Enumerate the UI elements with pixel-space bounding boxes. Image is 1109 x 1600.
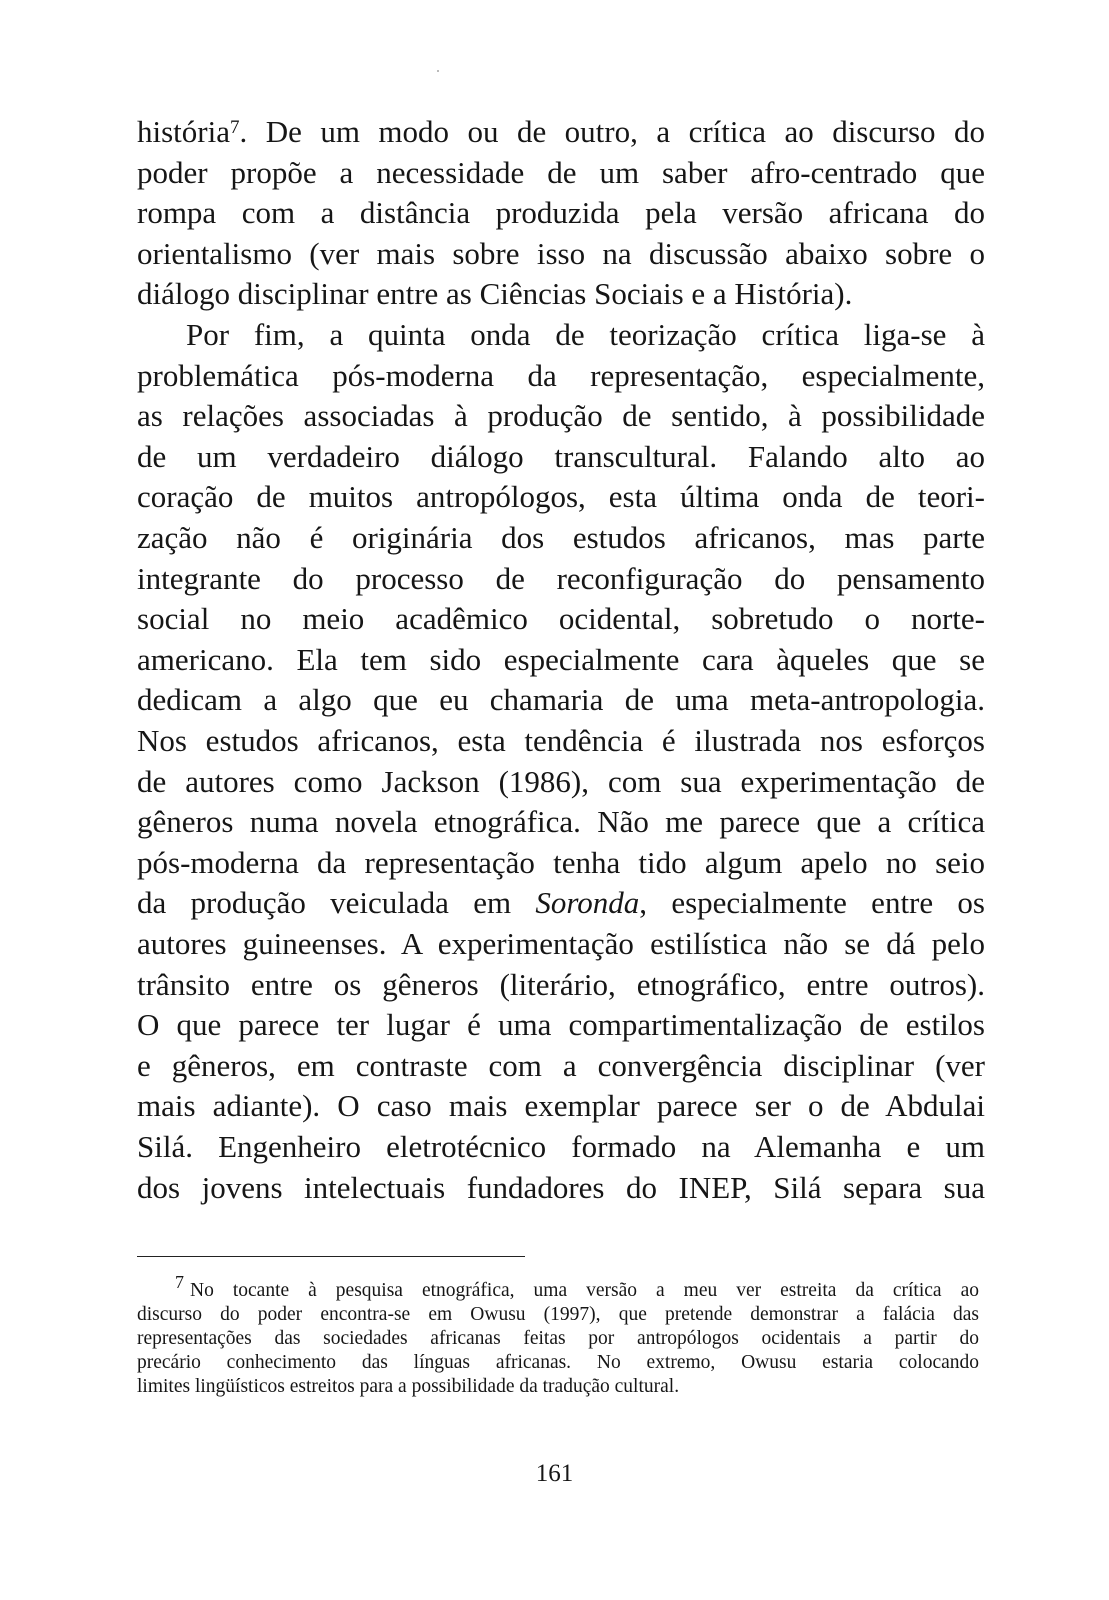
body-line: coração de muitos antropólogos, esta última onda de teori-	[137, 479, 985, 514]
body-line: O que parece ter lugar é uma compartimentalização de estilos	[137, 1007, 985, 1042]
footnote-line	[137, 1272, 979, 1302]
page-number: 161	[535, 1460, 574, 1487]
body-line: rompa com a distância produzida pela versão africana do	[137, 195, 985, 230]
footnote-line: limites lingüísticos estreitos para a possibilidade da tradução cultural.	[137, 1376, 680, 1397]
line-text: . De um modo ou de outro, a crítica ao discurso do	[239, 114, 985, 149]
footnote-text: No tocante à pesquisa etnográfica, uma versão a meu ver estreita da crítica ao	[190, 1280, 979, 1301]
footnote-line: representações das sociedades africanas feitas por antropólogos ocidentais a partir do	[137, 1328, 979, 1349]
body-line: gêneros numa novela etnográfica. Não me parece que a crítica	[137, 804, 985, 839]
body-line: problemática pós-moderna da representação, especialmente,	[137, 358, 985, 393]
body-line: dedicam a algo que eu chamaria de uma meta-antropologia.	[137, 682, 985, 717]
body-line: mais adiante). O caso mais exemplar parece ser o de Abdulai	[137, 1088, 985, 1123]
body-line: social no meio acadêmico ocidental, sobretudo o norte-	[137, 601, 985, 636]
body-line: integrante do processo de reconfiguração do pensamento	[137, 561, 985, 596]
body-line: as relações associadas à produção de sentido, à possibilidade	[137, 398, 985, 433]
body-line	[137, 883, 985, 923]
footnote-line: discurso do poder encontra-se em Owusu (1997), que pretende demonstrar a falácia das	[137, 1304, 979, 1325]
line-text: história	[137, 114, 230, 149]
body-line: e gêneros, em contraste com a convergência disciplinar (ver	[137, 1048, 985, 1083]
body-line: poder propõe a necessidade de um saber afro-centrado que	[137, 155, 985, 190]
body-line: orientalismo (ver mais sobre isso na discussão abaixo sobre o	[137, 236, 985, 271]
body-line: autores guineenses. A experimentação estilística não se dá pelo	[137, 926, 985, 961]
body-line: de autores como Jackson (1986), com sua experimentação de	[137, 764, 985, 799]
line-text: da produção veiculada em	[137, 885, 536, 920]
scan-speck	[437, 70, 439, 72]
paragraph-start-line: Por fim, a quinta onda de teorização crítica liga-se à	[186, 317, 985, 352]
body-line: zação não é originária dos estudos africanos, mas parte	[137, 520, 985, 555]
line-text: , especialmente entre os	[639, 885, 985, 920]
body-line: diálogo disciplinar entre as Ciências Sociais e a História).	[137, 276, 853, 311]
body-line: pós-moderna da representação tenha tido algum apelo no seio	[137, 845, 985, 880]
footnote-line: precário conhecimento das línguas africanas. No extremo, Owusu estaria colocando	[137, 1352, 979, 1373]
body-line: dos jovens intelectuais fundadores do INEP, Silá separa sua	[137, 1170, 985, 1205]
footnote-separator	[137, 1256, 525, 1257]
body-line: de um verdadeiro diálogo transcultural. Falando alto ao	[137, 439, 985, 474]
body-line	[137, 112, 985, 152]
footnote-number: 7	[175, 1272, 184, 1292]
body-line: trânsito entre os gêneros (literário, etnográfico, entre outros).	[137, 967, 985, 1002]
body-line: americano. Ela tem sido especialmente cara àqueles que se	[137, 642, 985, 677]
footnote-ref[interactable]: 7	[230, 117, 240, 138]
journal-title: Soronda	[535, 885, 640, 920]
body-line: Silá. Engenheiro eletrotécnico formado na Alemanha e um	[137, 1129, 985, 1164]
body-line: Nos estudos africanos, esta tendência é ilustrada nos esforços	[137, 723, 985, 758]
